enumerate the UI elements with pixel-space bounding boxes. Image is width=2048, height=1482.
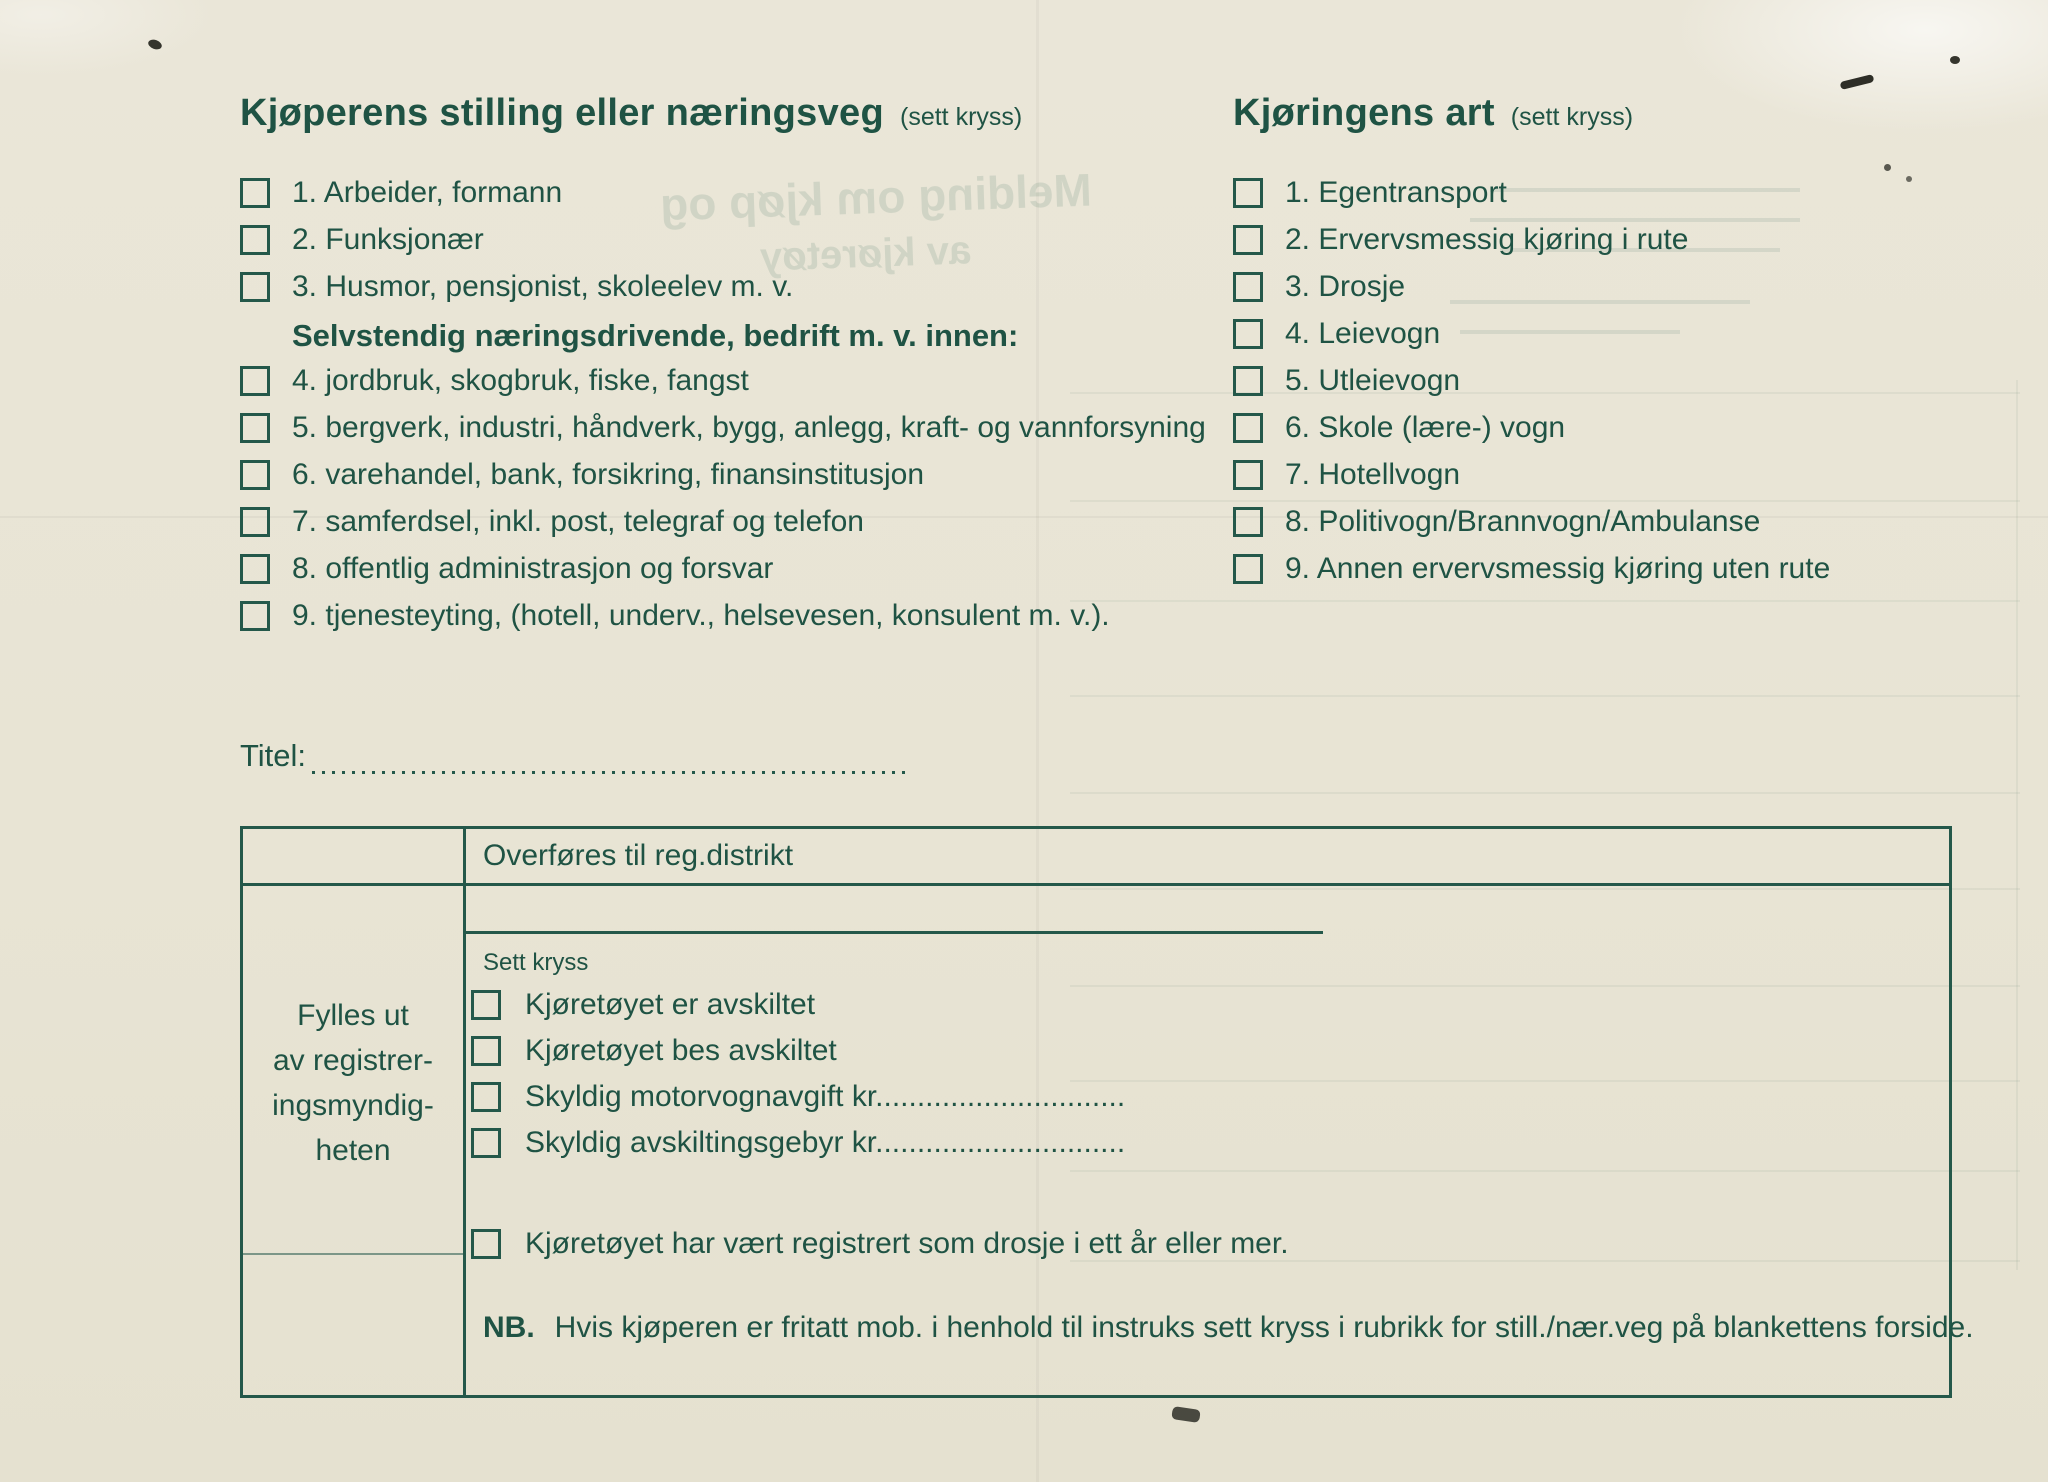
- checklist-label: 2. Funksjonær: [292, 223, 484, 256]
- side-label-line: heten: [315, 1134, 391, 1167]
- checklist-row: [471, 988, 815, 1022]
- bleedthrough-grid-line: [1070, 792, 2020, 794]
- checklist-row: [1233, 317, 1440, 351]
- checklist-label: 6. varehandel, bank, forsikring, finansinstitusjon: [292, 458, 925, 491]
- checklist-row: [240, 552, 773, 586]
- left-section-subheading: Selvstendig næringsdrivende, bedrift m. v. innen:: [292, 318, 1019, 353]
- checkbox-jordbruk[interactable]: [240, 366, 270, 396]
- scan-artifact: [1840, 74, 1875, 90]
- checklist-label: 1. Arbeider, formann: [292, 176, 563, 209]
- checklist-row: [240, 411, 1206, 445]
- checklist-label: 1. Egentransport: [1285, 176, 1507, 209]
- checkbox-tjenesteyting[interactable]: [240, 601, 270, 631]
- checkbox-samferdsel[interactable]: [240, 507, 270, 537]
- left-section-title: [240, 92, 1022, 135]
- sett-kryss-label: Sett kryss: [483, 949, 589, 976]
- checklist-label: 3. Drosje: [1285, 270, 1406, 303]
- titel-write-line[interactable]: [312, 746, 912, 774]
- checklist-row: [240, 505, 864, 539]
- checklist-row: [1233, 458, 1460, 492]
- checklist-row: [471, 1034, 837, 1068]
- regdistrikt-write-line[interactable]: [463, 931, 1323, 934]
- checkbox-utleievogn[interactable]: [1233, 366, 1263, 396]
- side-label-line: Fylles ut: [297, 999, 409, 1032]
- checklist-row: [240, 223, 484, 257]
- left-section-title-text: Kjøperens stilling eller næringsveg: [240, 92, 884, 134]
- checklist-label: 5. bergverk, industri, håndverk, bygg, anlegg, kraft- og vannforsyning: [292, 411, 1206, 444]
- checklist-row: [1233, 223, 1688, 257]
- checkbox-arbeider[interactable]: [240, 178, 270, 208]
- checkbox-er-avskiltet[interactable]: [471, 990, 501, 1020]
- checkbox-bergverk[interactable]: [240, 413, 270, 443]
- registration-authority-box: [240, 826, 1974, 1398]
- checklist-label: 4. jordbruk, skogbruk, fiske, fangst: [292, 364, 749, 397]
- checklist-row: [471, 1080, 1125, 1114]
- bleedthrough-text-bar: [1470, 218, 1800, 222]
- checklist-label: Kjøretøyet har vært registrert som drosje i ett år eller mer.: [525, 1227, 1289, 1260]
- checklist-row: [1233, 270, 1405, 304]
- checklist-label: 8. offentlig administrasjon og forsvar: [292, 552, 774, 585]
- bleedthrough-title-line1: Melding om kjøp og: [659, 163, 1093, 231]
- checkbox-egentransport[interactable]: [1233, 178, 1263, 208]
- checkbox-bes-avskiltet[interactable]: [471, 1036, 501, 1066]
- checklist-row: [1233, 505, 1760, 539]
- bleedthrough-grid-line: [1070, 600, 2020, 602]
- side-label-line: av registrer-: [272, 1044, 434, 1077]
- right-section-title-note: (sett kryss): [1510, 103, 1634, 131]
- bleedthrough-grid-line: [1070, 695, 2020, 697]
- checklist-row: [471, 1126, 1125, 1160]
- side-label: [243, 993, 463, 1173]
- checklist-row: [240, 176, 562, 210]
- bleedthrough-title-line2: av kjøretøy: [759, 228, 972, 280]
- checklist-row: [240, 364, 749, 398]
- checkbox-drosje[interactable]: [1233, 272, 1263, 302]
- right-section-title-text: Kjøringens art: [1233, 92, 1495, 134]
- checklist-row: [240, 458, 924, 492]
- checkbox-ervervsmessig-rute[interactable]: [1233, 225, 1263, 255]
- checklist-label: 9. Annen ervervsmessig kjøring uten rute: [1285, 552, 1831, 585]
- checklist-label: 2. Ervervsmessig kjøring i rute: [1285, 223, 1689, 256]
- side-label-line: ingsmyndig-: [272, 1089, 434, 1122]
- checklist-row: [1233, 411, 1565, 445]
- checklist-label: Skyldig avskiltingsgebyr kr..............................: [525, 1126, 1126, 1159]
- checkbox-offentlig[interactable]: [240, 554, 270, 584]
- checklist-row: [240, 599, 1110, 633]
- checklist-label: 5. Utleievogn: [1285, 364, 1461, 397]
- scan-artifact: [1906, 176, 1912, 182]
- checklist-row: [240, 270, 793, 304]
- scan-artifact: [1950, 56, 1960, 64]
- checklist-row: [1233, 176, 1507, 210]
- box-vertical-divider: [463, 829, 466, 1395]
- bleedthrough-text-bar: [1460, 330, 1680, 334]
- left-section-title-note: (sett kryss): [900, 103, 1023, 131]
- checklist-label: Skyldig motorvognavgift kr..............................: [525, 1080, 1126, 1113]
- nb-note: [483, 1311, 1974, 1345]
- transfer-label: Overføres til reg.distrikt: [483, 839, 794, 872]
- checkbox-skyldig-avskiltingsgebyr[interactable]: [471, 1128, 501, 1158]
- checklist-row: [1233, 552, 1830, 586]
- checklist-label: Kjøretøyet bes avskiltet: [525, 1034, 837, 1067]
- checklist-label: Kjøretøyet er avskiltet: [525, 988, 816, 1021]
- bleedthrough-text-bar: [1450, 300, 1750, 304]
- checklist-label: 8. Politivogn/Brannvogn/Ambulanse: [1285, 505, 1761, 538]
- left-column-divider: [243, 1253, 463, 1255]
- checkbox-funksjonaer[interactable]: [240, 225, 270, 255]
- scan-artifact: [1171, 1406, 1201, 1423]
- checklist-row: [1233, 364, 1460, 398]
- scan-artifact: [147, 38, 163, 51]
- checkbox-hotellvogn[interactable]: [1233, 460, 1263, 490]
- checklist-label: 3. Husmor, pensjonist, skoleelev m. v.: [292, 270, 794, 303]
- checkbox-leievogn[interactable]: [1233, 319, 1263, 349]
- nb-tag: NB.: [483, 1311, 535, 1344]
- titel-row: [240, 738, 912, 774]
- nb-text: Hvis kjøperen er fritatt mob. i henhold til instruks sett kryss i rubrikk for still./nær.veg på blankettens forside.: [554, 1311, 1974, 1344]
- checklist-label: 7. Hotellvogn: [1285, 458, 1461, 491]
- checkbox-husmor[interactable]: [240, 272, 270, 302]
- checkbox-politivogn[interactable]: [1233, 507, 1263, 537]
- checklist-label: 9. tjenesteyting, (hotell, underv., helsevesen, konsulent m. v.).: [292, 599, 1110, 632]
- bleedthrough-text-bar: [1490, 188, 1800, 192]
- bleedthrough-grid-line: [1070, 392, 2020, 394]
- right-section-title: [1233, 92, 1633, 135]
- checkbox-skolevogn[interactable]: [1233, 413, 1263, 443]
- titel-label: Titel:: [240, 738, 307, 773]
- checkbox-annen-ervervsmessig[interactable]: [1233, 554, 1263, 584]
- checkbox-skyldig-motorvognavgift[interactable]: [471, 1082, 501, 1112]
- scan-artifact: [1884, 164, 1891, 171]
- bleedthrough-grid-vline: [2016, 380, 2018, 1270]
- checkbox-varehandel[interactable]: [240, 460, 270, 490]
- box-header-divider: [243, 883, 1949, 886]
- checklist-label: 7. samferdsel, inkl. post, telegraf og telefon: [292, 505, 864, 538]
- checklist-label: 6. Skole (lære-) vogn: [1285, 411, 1566, 444]
- checklist-label: 4. Leievogn: [1285, 317, 1441, 350]
- checklist-row: [471, 1227, 1289, 1261]
- checkbox-drosje-ett-aar[interactable]: [471, 1229, 501, 1259]
- bleedthrough-grid-line: [1070, 500, 2020, 502]
